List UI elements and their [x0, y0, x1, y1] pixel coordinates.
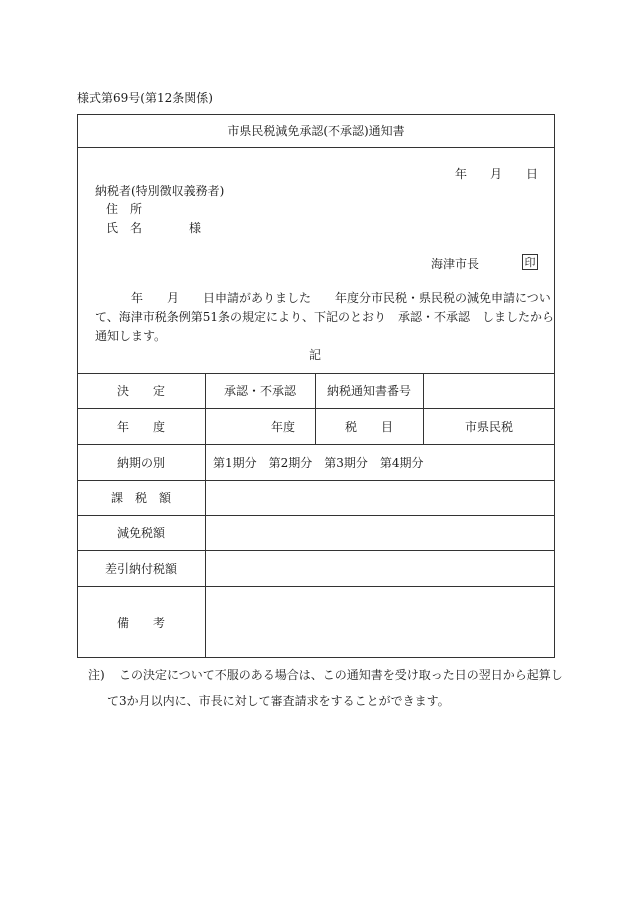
remarks-value	[205, 586, 555, 658]
fiscal-year-value: 年度	[270, 419, 295, 434]
reduction-amount-value	[205, 515, 555, 550]
net-payment-label: 差引納付税額	[104, 561, 177, 576]
divider	[77, 147, 555, 148]
honorific: 様	[189, 221, 202, 235]
installment-value: 第1期分 第2期分 第3期分 第4期分	[213, 455, 424, 470]
notice-number-value	[423, 373, 555, 408]
installment-label: 納期の別	[116, 455, 165, 470]
body-line-2: て、海津市税条例第51条の規定により、下記のとおり 承認・不承認 しましたから	[95, 310, 555, 324]
body-line-1: 年 月 日申請がありました 年度分市民税・県民税の減免申請につい	[131, 291, 551, 305]
form-title: 市県民税減免承認(不承認)通知書	[227, 124, 405, 138]
date-year: 年	[455, 167, 468, 181]
issuer-name: 海津市長	[431, 257, 480, 271]
note-marker: 注)	[88, 668, 105, 682]
note-line-2: て3か月以内に、市長に対して審査請求をすることができます。	[107, 694, 450, 708]
assessed-tax-label: 課 税 額	[110, 491, 171, 505]
name-label: 氏 名	[106, 221, 143, 235]
date-day: 日	[526, 167, 539, 181]
address-label: 住 所	[106, 202, 143, 216]
fiscal-year-label: 年 度	[116, 419, 165, 434]
tax-item-value: 市県民税	[464, 419, 513, 434]
decision-label: 決 定	[116, 384, 165, 398]
form-number: 様式第69号(第12条関係)	[77, 91, 213, 105]
net-payment-value	[205, 550, 555, 586]
seal-mark: 印	[522, 254, 538, 270]
tax-item-label: 税 目	[344, 419, 393, 434]
taxpayer-label: 納税者(特別徴収義務者)	[95, 184, 225, 198]
reduction-amount-label: 減免税額	[116, 526, 165, 540]
note-line-1: この決定について不服のある場合は、この通知書を受け取った日の翌日から起算し	[119, 668, 563, 682]
decision-value: 承認・不承認	[223, 384, 296, 398]
date-month: 月	[490, 167, 503, 181]
remarks-label: 備 考	[116, 615, 165, 630]
body-line-3: 通知します。	[95, 329, 167, 343]
notice-number-label: 納税通知書番号	[326, 384, 411, 398]
ki-heading: 記	[309, 348, 322, 362]
assessed-tax-value	[205, 480, 555, 515]
